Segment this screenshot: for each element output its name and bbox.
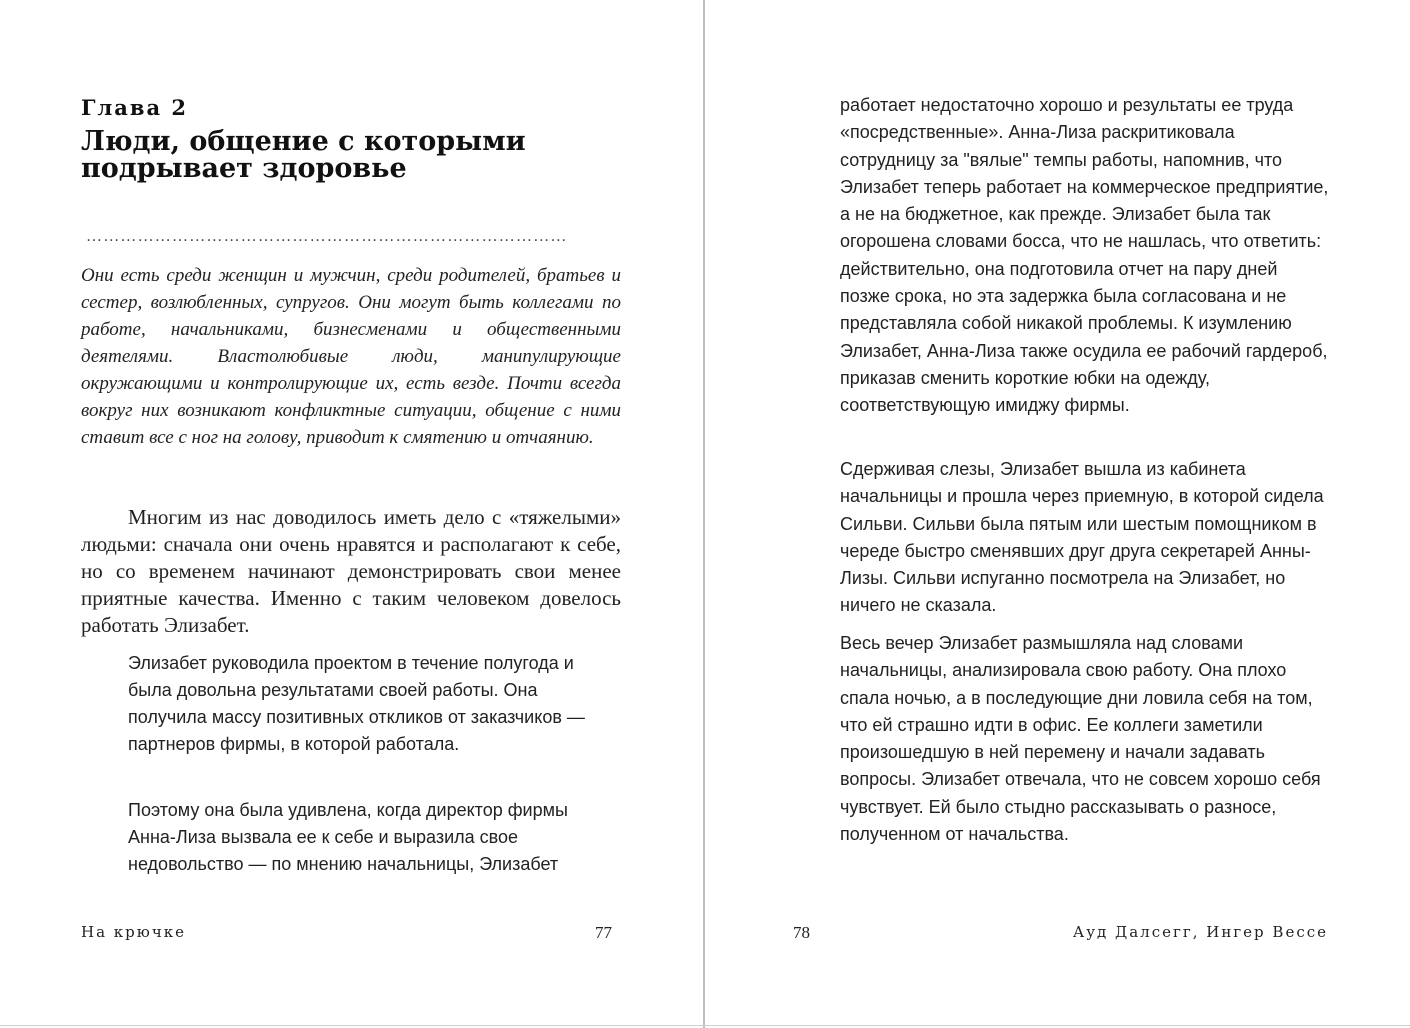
page-number: 78 [793, 923, 810, 942]
case-paragraph: Элизабет руководила проектом в течение полугода и была довольна результатами своей работы. Она получила массу позитивных откликов от заказчиков — партнеров фирмы, в которой работала. [128, 653, 585, 754]
case-paragraph: Весь вечер Элизабет размышляла над словами начальницы, анализировала свою работу. Она плохо спала ночью, а в последующие дни ловила себя на том, что ей страшно идти в офис. Ее коллеги заметили произошедшую в ней перемену и начали задавать вопросы. Элизабет отвечала, что не совсем хорошо себя чувствует. Ей было стыдно рассказывать о разносе, полученном от начальства. [840, 633, 1321, 845]
page-gutter [703, 0, 705, 1028]
running-footer-author: Ауд Далсегг, Ингер Вессе [1072, 923, 1328, 941]
chapter-title: Люди, общение с которыми подрывает здоровье [81, 126, 526, 184]
running-footer-title: На крючке [81, 923, 186, 941]
case-paragraph: Поэтому она была удивлена, когда директор фирмы Анна-Лиза вызвала ее к себе и выразила свое недовольство — по мнению начальницы, Элизабет [128, 800, 568, 874]
chapter-label: Глава 2 [81, 95, 189, 120]
page-number: 77 [595, 923, 612, 942]
chapter-epigraph: Они есть среди женщин и мужчин, среди родителей, братьев и сестер, возлюбленных, супругов. Они могут быть коллегами по работе, начальниками, бизнесменами и общественными деятелями. Властолюбивые люди, манипулирующие окружающими и контролирующие их, есть везде. Почти всегда вокруг них возникают конфликтные ситуации, общение с ними ставит все с ног на голову, приводит к смятению и отчаянию. [81, 265, 621, 448]
case-paragraph: Сдерживая слезы, Элизабет вышла из кабинета начальницы и прошла через приемную, в которой сидела Сильви. Сильви была пятым или шестым помощником в череде быстро сменявших друг друга секретарей Анны-Лизы. Сильви испуганно посмотрела на Элизабет, но ничего не сказала. [840, 459, 1324, 616]
page-bottom-edge [0, 1025, 1410, 1026]
case-paragraph: работает недостаточно хорошо и результаты ее труда «посредственные». Анна-Лиза раскритиковала сотрудницу за "вялые" темпы работы, напомнив, что Элизабет теперь работает на коммерческое предприятие, а не на бюджетное, как прежде. Элизабет была так огорошена словами босса, что не нашлась, что ответить: действительно, она подготовила отчет на пару дней позже срока, но эта задержка была согласована и не представляла собой никакой проблемы. К изумлению Элизабет, Анна-Лиза также осудила ее рабочий гардероб, приказав сменить короткие юбки на одежду, соответствующую имиджу фирмы. [840, 95, 1329, 416]
dotted-separator: ………………………………………………………………………… [86, 228, 568, 245]
body-paragraph: Многим из нас доводилось иметь дело с «тяжелыми» людьми: сначала они очень нравятся и располагают к себе, но со временем начинают демонстрировать свои менее приятные качества. Именно с таким человеком довелось работать Элизабет. [81, 505, 621, 637]
